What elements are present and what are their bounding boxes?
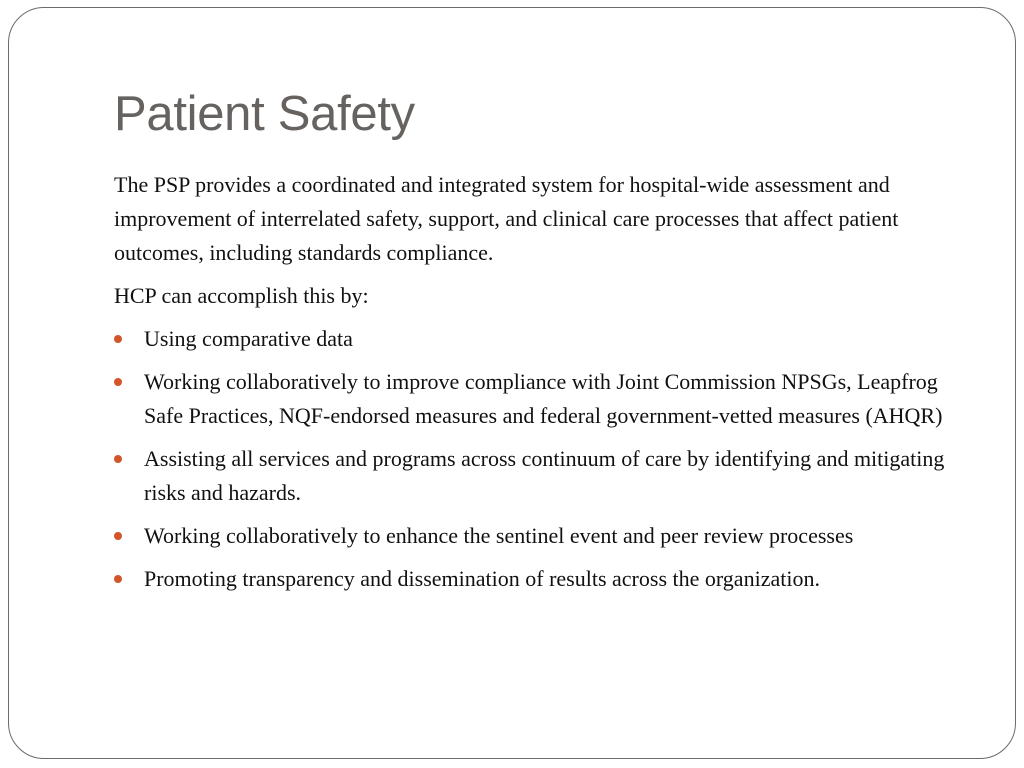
- lead-paragraph: HCP can accomplish this by:: [114, 283, 369, 308]
- bullet-dot-icon: [114, 455, 122, 463]
- bullet-text: Working collaboratively to improve compliance with Joint Commission NPSGs, Leapfrog Safe Practices, NQF-endorsed measures and federal government-vetted measures (AHQR): [144, 369, 943, 428]
- bullet-text: Assisting all services and programs across continuum of care by identifying and mitigating risks and hazards.: [144, 446, 945, 505]
- bullet-dot-icon: [114, 575, 122, 583]
- bullet-text: Promoting transparency and dissemination of results across the organization.: [144, 566, 820, 591]
- bullet-dot-icon: [114, 335, 122, 343]
- bullet-dot-icon: [114, 378, 122, 386]
- bullet-text: Working collaboratively to enhance the sentinel event and peer review processes: [144, 523, 854, 548]
- bullet-dot-icon: [114, 532, 122, 540]
- slide-body: [114, 168, 964, 605]
- bullet-list: [114, 322, 964, 596]
- list-item: [114, 442, 964, 510]
- list-item: [114, 562, 964, 596]
- list-item: [114, 365, 964, 433]
- list-item: [114, 322, 964, 356]
- bullet-text: Using comparative data: [144, 326, 353, 351]
- intro-paragraph: The PSP provides a coordinated and integrated system for hospital-wide assessment and improvement of interrelated safety, support, and clinical care processes that affect patient outcomes, including standards compliance.: [114, 172, 899, 265]
- slide-title: Patient Safety: [114, 87, 415, 141]
- list-item: [114, 519, 964, 553]
